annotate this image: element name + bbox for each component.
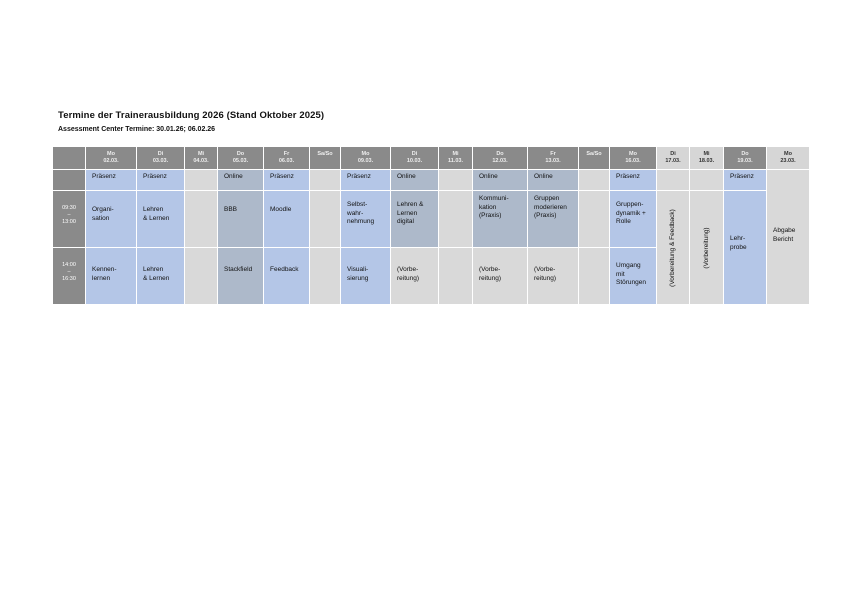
- session-span: [657, 191, 690, 305]
- corner-cell: [53, 147, 86, 170]
- time-morning: [53, 191, 86, 248]
- day-date: 18.03.: [698, 158, 715, 164]
- day-weekday: Sa/So: [317, 151, 333, 157]
- cell-text-line: Lehr-: [730, 235, 746, 242]
- session-morning: [528, 191, 579, 248]
- day-weekday: Mo: [107, 151, 115, 157]
- cell-text-line: Organi-: [92, 206, 114, 213]
- day-header: [724, 147, 767, 170]
- day-date: 12.03.: [492, 158, 508, 164]
- day-date: 04.03.: [193, 158, 209, 164]
- session-morning: [439, 191, 473, 248]
- day-weekday: Do: [741, 151, 749, 157]
- mode-cell: [185, 170, 218, 191]
- day-header: [86, 147, 137, 170]
- day-weekday: Di: [157, 151, 164, 157]
- session-afternoon: [439, 248, 473, 305]
- day-date: 03.03.: [152, 158, 169, 164]
- cell-text-line: Abgabe: [773, 227, 796, 234]
- day-date: 02.03.: [103, 158, 119, 164]
- cell-text-line: 16:30: [62, 276, 76, 282]
- cell-text-line: Visuali-: [347, 266, 369, 273]
- cell-text-line: dynamik +: [616, 209, 646, 217]
- cell-text-line: Gruppen-: [616, 201, 644, 208]
- time-afternoon: [53, 248, 86, 305]
- day-weekday: Di: [670, 151, 676, 157]
- page-subtitle: Assessment Center Termine: 30.01.26; 06.02.26: [58, 126, 216, 133]
- session-morning: [137, 191, 185, 248]
- session-afternoon: [473, 248, 528, 305]
- session-morning: [610, 191, 657, 248]
- session-afternoon: [86, 248, 137, 305]
- day-header: [310, 147, 341, 170]
- day-header: [137, 147, 185, 170]
- session-span: [724, 191, 767, 305]
- day-header: [767, 147, 810, 170]
- day-weekday: Mi: [197, 151, 205, 157]
- day-date: 11.03.: [448, 158, 463, 164]
- cell-text-line: kation: [479, 203, 497, 211]
- session-afternoon: [391, 248, 439, 305]
- session-morning: [473, 191, 528, 248]
- day-weekday: Fr: [550, 151, 556, 157]
- day-header: [218, 147, 264, 170]
- mode-row-label: [53, 170, 86, 191]
- session-afternoon: [528, 248, 579, 305]
- day-weekday: Mi: [452, 151, 459, 157]
- day-header: [391, 147, 439, 170]
- day-date: 09.03.: [357, 158, 374, 164]
- day-date: 05.03.: [232, 158, 249, 164]
- cell-text-line: 09:30: [62, 205, 76, 211]
- cell-text-line: & Lernen: [143, 214, 170, 222]
- cell-text-line: –: [67, 269, 71, 275]
- mode-cell: Online: [218, 170, 264, 191]
- day-date: 16.03.: [625, 158, 641, 164]
- mode-cell: Präsenz: [86, 170, 137, 191]
- day-weekday: Do: [496, 151, 504, 157]
- cell-text-line: lernen: [92, 274, 111, 282]
- day-weekday: Do: [236, 151, 245, 157]
- day-weekday: Di: [411, 151, 418, 157]
- session-afternoon: [218, 248, 264, 305]
- cell-text-line: Lehren &: [397, 201, 424, 208]
- cell-text-line: nehmung: [347, 218, 375, 225]
- cell-text-line: reitung): [534, 274, 557, 282]
- cell-text-line: Moodle: [270, 206, 292, 213]
- cell-text-line: (Vorbe-: [397, 266, 419, 273]
- session-span: [767, 170, 810, 305]
- session-morning: [185, 191, 218, 248]
- day-date: 13.03.: [545, 158, 561, 164]
- day-header: [528, 147, 579, 170]
- day-date: 23.03.: [780, 158, 796, 164]
- day-date: 06.03.: [278, 158, 295, 164]
- day-date: 17.03.: [665, 158, 681, 164]
- cell-text-line: Lehren: [143, 206, 164, 213]
- cell-text-line: BBB: [224, 206, 238, 213]
- cell-text-line: & Lernen: [143, 274, 170, 282]
- mode-cell: Online: [391, 170, 439, 191]
- cell-text-line: 13:00: [62, 219, 76, 225]
- day-header: [341, 147, 391, 170]
- session-afternoon: [310, 248, 341, 305]
- cell-text-line: sation: [92, 214, 110, 222]
- cell-text-line: –: [67, 212, 71, 218]
- day-header: [185, 147, 218, 170]
- cell-text-line: Selbst-: [347, 201, 368, 208]
- day-weekday: Mo: [629, 151, 637, 157]
- mode-cell: Präsenz: [610, 170, 657, 191]
- cell-text-line: 14:00: [62, 262, 76, 268]
- day-header: [264, 147, 310, 170]
- session-afternoon: [185, 248, 218, 305]
- cell-text-line: probe: [730, 243, 747, 251]
- day-header: [439, 147, 473, 170]
- session-afternoon: [264, 248, 310, 305]
- page-title: Termine der Trainerausbildung 2026 (Stand Oktober 2025): [58, 110, 325, 121]
- cell-text-line: reitung): [397, 274, 420, 282]
- mode-cell: Präsenz: [137, 170, 185, 191]
- mode-cell: [690, 170, 724, 191]
- mode-cell: [579, 170, 610, 191]
- session-afternoon: [610, 248, 657, 305]
- cell-text-line: (Vorbe-: [534, 266, 556, 273]
- cell-text-line: wahr-: [347, 209, 364, 217]
- session-morning: [310, 191, 341, 248]
- session-morning: [391, 191, 439, 248]
- cell-text-line: Kennen-: [92, 266, 117, 273]
- cell-text-line: (Vorbe-: [479, 266, 501, 273]
- cell-text-line: Gruppen: [534, 195, 560, 202]
- mode-cell: Präsenz: [724, 170, 767, 191]
- day-header: [690, 147, 724, 170]
- cell-text-line: Störungen: [616, 279, 646, 286]
- session-morning: [86, 191, 137, 248]
- cell-text-line: Bericht: [773, 235, 794, 243]
- session-span: [690, 191, 724, 305]
- day-weekday: Mo: [784, 151, 792, 157]
- day-header: [610, 147, 657, 170]
- cell-text-line: mit: [616, 270, 625, 278]
- day-header: [579, 147, 610, 170]
- cell-text-line: reitung): [479, 274, 502, 282]
- day-date: 10.03.: [406, 158, 423, 164]
- mode-cell: Präsenz: [264, 170, 310, 191]
- day-weekday: Fr: [283, 151, 290, 157]
- cell-text-line: (Praxis): [534, 212, 557, 219]
- session-afternoon: [341, 248, 391, 305]
- day-header: [473, 147, 528, 170]
- session-afternoon: [137, 248, 185, 305]
- mode-cell: Online: [528, 170, 579, 191]
- cell-text-line: Umgang: [616, 262, 641, 269]
- day-weekday: Sa/So: [586, 151, 602, 157]
- session-morning: [264, 191, 310, 248]
- schedule-table: [53, 147, 810, 305]
- mode-cell: [439, 170, 473, 191]
- cell-text-line: Rolle: [616, 218, 631, 225]
- day-weekday: Mi: [703, 151, 710, 157]
- cell-text-line: Lehren: [143, 266, 164, 273]
- session-morning: [218, 191, 264, 248]
- cell-text-line: (Praxis): [479, 212, 502, 219]
- session-morning: [341, 191, 391, 248]
- mode-cell: [657, 170, 690, 191]
- mode-cell: Online: [473, 170, 528, 191]
- cell-text-line: Stackfield: [224, 266, 253, 273]
- mode-cell: Präsenz: [341, 170, 391, 191]
- mode-cell: [310, 170, 341, 191]
- cell-text-line: digital: [397, 218, 414, 225]
- vertical-label: (Vorbereitung & Feedback): [668, 208, 676, 287]
- session-morning: [579, 191, 610, 248]
- day-date: 19.03.: [737, 158, 753, 164]
- cell-text-line: sierung: [347, 274, 369, 282]
- cell-text-line: Feedback: [270, 266, 299, 273]
- cell-text-line: Lernen: [397, 209, 418, 217]
- session-afternoon: [579, 248, 610, 305]
- day-weekday: Mo: [361, 151, 370, 157]
- day-header: [657, 147, 690, 170]
- cell-text-line: moderieren: [534, 203, 567, 211]
- cell-text-line: Kommuni-: [479, 195, 509, 202]
- vertical-label: (Vorbereitung): [702, 226, 710, 269]
